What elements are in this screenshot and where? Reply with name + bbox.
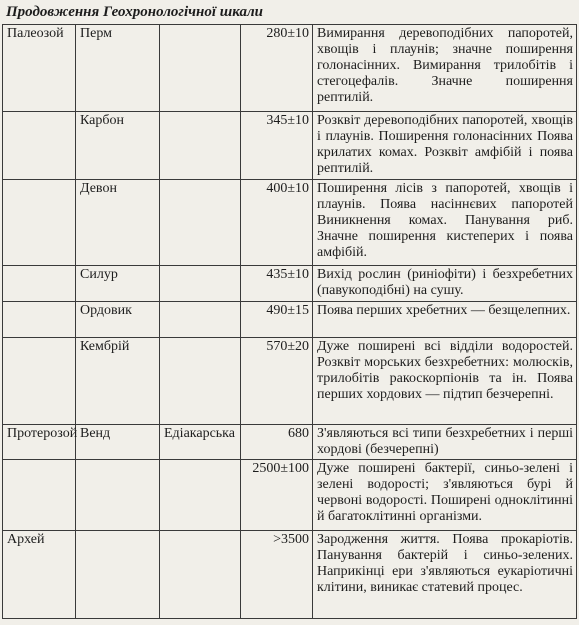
description-cell: Розквіт деревоподібних папоротей, хвощів і плаунів. Поширення голонасінних Поява крилатих комах. Розквіт амфібій і поява рептилій.: [313, 112, 577, 180]
era-cell: [3, 460, 76, 531]
epoch-cell: [160, 531, 241, 619]
era-cell: [3, 112, 76, 180]
epoch-cell: [160, 25, 241, 112]
period-cell: [76, 460, 160, 531]
age-cell: 280±10: [241, 25, 313, 112]
table-row: [3, 531, 577, 619]
era-cell: [3, 180, 76, 266]
age-cell: 570±20: [241, 338, 313, 425]
table-row: [3, 112, 577, 180]
table-row: [3, 302, 577, 338]
age-cell: 435±10: [241, 266, 313, 302]
epoch-cell: [160, 266, 241, 302]
page-title: Продовження Геохронологічної шкали: [6, 4, 263, 20]
age-cell: >3500: [241, 531, 313, 619]
description-cell: Поява перших хребетних — безщелепних.: [313, 302, 577, 338]
age-cell: 345±10: [241, 112, 313, 180]
epoch-cell: Едіакарська: [160, 425, 241, 460]
description-cell: Дуже поширені всі відділи водоростей. Розквіт морських безхребетних: молюсків, трилобітів ракоскорпіонів та ін. Поява перших хордових — підтип безчерепні.: [313, 338, 577, 425]
age-cell: 490±15: [241, 302, 313, 338]
age-cell: 400±10: [241, 180, 313, 266]
period-cell: Девон: [76, 180, 160, 266]
era-cell: Палеозой: [3, 25, 76, 112]
period-cell: Карбон: [76, 112, 160, 180]
period-cell: Ордовик: [76, 302, 160, 338]
age-cell: 680: [241, 425, 313, 460]
period-cell: Силур: [76, 266, 160, 302]
epoch-cell: [160, 112, 241, 180]
table-row: [3, 25, 577, 112]
period-cell: [76, 531, 160, 619]
period-cell: Перм: [76, 25, 160, 112]
table-row: [3, 425, 577, 460]
period-cell: Кембрій: [76, 338, 160, 425]
epoch-cell: [160, 302, 241, 338]
table-row: [3, 338, 577, 425]
description-cell: Вихід рослин (риніофіти) і безхребетних (павукоподібні) на сушу.: [313, 266, 577, 302]
table-row: [3, 266, 577, 302]
description-cell: Вимирання деревоподібних папоротей, хвощів і плаунів; значне поширення голонасінних. Вимирання трилобітів і стегоцефалів. Значне поширення рептилій.: [313, 25, 577, 112]
geochronological-table: [2, 24, 577, 619]
table-row: [3, 460, 577, 531]
table-row: [3, 180, 577, 266]
age-cell: 2500±100: [241, 460, 313, 531]
description-cell: Дуже поширені бактерії, синьо-зелені і зелені водорості; з'являються бурі й червоні водорості. Поширені одноклітинні й багатоклітинні організми.: [313, 460, 577, 531]
description-cell: Поширення лісів з папоротей, хвощів і плаунів. Поява насіннєвих папоротей Виникнення комах. Панування риб. Значне поширення кистеперих і поява амфібій.: [313, 180, 577, 266]
era-cell: Архей: [3, 531, 76, 619]
era-cell: Протерозой: [3, 425, 76, 460]
era-cell: [3, 302, 76, 338]
epoch-cell: [160, 180, 241, 266]
epoch-cell: [160, 338, 241, 425]
description-cell: З'являються всі типи безхребетних і перші хордові (безчерепні): [313, 425, 577, 460]
description-cell: Зародження життя. Поява прокаріотів. Панування бактерій і синьо-зелених. Наприкінці ери з'являються еукаріотичні клітини, виникає статевий процес.: [313, 531, 577, 619]
period-cell: Венд: [76, 425, 160, 460]
era-cell: [3, 266, 76, 302]
epoch-cell: [160, 460, 241, 531]
era-cell: [3, 338, 76, 425]
